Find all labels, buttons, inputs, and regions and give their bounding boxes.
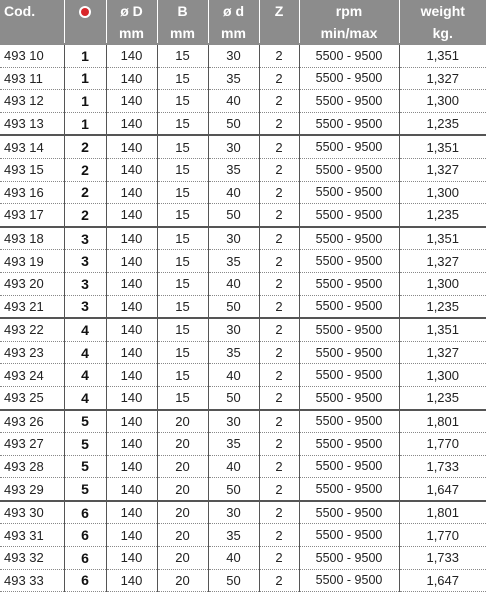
cell-group: 5 bbox=[64, 478, 106, 501]
cell-code: 493 15 bbox=[0, 158, 64, 181]
cell-z: 2 bbox=[259, 204, 299, 227]
cell-b: 15 bbox=[157, 135, 208, 158]
cell-outer-diameter: 140 bbox=[106, 341, 157, 364]
cell-bore-diameter: 35 bbox=[208, 433, 259, 456]
table-row bbox=[0, 295, 486, 318]
cell-group: 5 bbox=[64, 410, 106, 433]
cell-z: 2 bbox=[259, 501, 299, 524]
cell-code: 493 29 bbox=[0, 478, 64, 501]
header-weight: weight bbox=[399, 0, 486, 22]
header-bore-diameter: ø d bbox=[208, 0, 259, 22]
cell-z: 2 bbox=[259, 181, 299, 204]
cell-z: 2 bbox=[259, 112, 299, 135]
cell-outer-diameter: 140 bbox=[106, 410, 157, 433]
cell-z: 2 bbox=[259, 67, 299, 90]
header-row-units bbox=[0, 22, 486, 44]
cell-code: 493 20 bbox=[0, 272, 64, 295]
cell-outer-diameter: 140 bbox=[106, 318, 157, 341]
cell-rpm: 5500 - 9500 bbox=[299, 295, 399, 318]
cell-outer-diameter: 140 bbox=[106, 386, 157, 409]
cell-outer-diameter: 140 bbox=[106, 67, 157, 90]
cell-b: 15 bbox=[157, 250, 208, 273]
cell-z: 2 bbox=[259, 455, 299, 478]
cell-rpm: 5500 - 9500 bbox=[299, 501, 399, 524]
cell-weight: 1,235 bbox=[399, 295, 486, 318]
cell-group: 2 bbox=[64, 181, 106, 204]
table-row bbox=[0, 272, 486, 295]
table-row bbox=[0, 44, 486, 67]
cell-group: 1 bbox=[64, 112, 106, 135]
table-row bbox=[0, 455, 486, 478]
cell-code: 493 17 bbox=[0, 204, 64, 227]
table-row bbox=[0, 227, 486, 250]
cell-code: 493 21 bbox=[0, 295, 64, 318]
table-row bbox=[0, 158, 486, 181]
table-row bbox=[0, 524, 486, 547]
cell-rpm: 5500 - 9500 bbox=[299, 569, 399, 592]
table-row bbox=[0, 569, 486, 592]
cell-bore-diameter: 40 bbox=[208, 90, 259, 113]
cell-z: 2 bbox=[259, 478, 299, 501]
cell-group: 4 bbox=[64, 341, 106, 364]
cell-code: 493 26 bbox=[0, 410, 64, 433]
table-row bbox=[0, 547, 486, 570]
cell-outer-diameter: 140 bbox=[106, 455, 157, 478]
cell-group: 6 bbox=[64, 569, 106, 592]
table-row bbox=[0, 67, 486, 90]
table-row bbox=[0, 386, 486, 409]
cell-rpm: 5500 - 9500 bbox=[299, 478, 399, 501]
cell-group: 6 bbox=[64, 547, 106, 570]
table-row bbox=[0, 250, 486, 273]
cell-group: 1 bbox=[64, 67, 106, 90]
header-z: Z bbox=[259, 0, 299, 22]
cell-z: 2 bbox=[259, 295, 299, 318]
header-bore-diameter-unit: mm bbox=[208, 22, 259, 44]
cell-group: 4 bbox=[64, 318, 106, 341]
cell-outer-diameter: 140 bbox=[106, 135, 157, 158]
cell-rpm: 5500 - 9500 bbox=[299, 341, 399, 364]
cell-z: 2 bbox=[259, 90, 299, 113]
table-row bbox=[0, 364, 486, 387]
cell-weight: 1,770 bbox=[399, 524, 486, 547]
cell-code: 493 12 bbox=[0, 90, 64, 113]
cell-code: 493 31 bbox=[0, 524, 64, 547]
cell-bore-diameter: 50 bbox=[208, 478, 259, 501]
cell-b: 15 bbox=[157, 341, 208, 364]
cell-rpm: 5500 - 9500 bbox=[299, 524, 399, 547]
cell-weight: 1,801 bbox=[399, 410, 486, 433]
cell-bore-diameter: 35 bbox=[208, 341, 259, 364]
cell-outer-diameter: 140 bbox=[106, 90, 157, 113]
cell-bore-diameter: 40 bbox=[208, 181, 259, 204]
cell-weight: 1,235 bbox=[399, 204, 486, 227]
cell-bore-diameter: 35 bbox=[208, 67, 259, 90]
cell-rpm: 5500 - 9500 bbox=[299, 547, 399, 570]
cell-weight: 1,300 bbox=[399, 90, 486, 113]
cell-b: 15 bbox=[157, 67, 208, 90]
cell-bore-diameter: 30 bbox=[208, 227, 259, 250]
cell-bore-diameter: 35 bbox=[208, 158, 259, 181]
cell-rpm: 5500 - 9500 bbox=[299, 455, 399, 478]
cell-group: 3 bbox=[64, 250, 106, 273]
cell-outer-diameter: 140 bbox=[106, 112, 157, 135]
cell-code: 493 32 bbox=[0, 547, 64, 570]
cell-code: 493 30 bbox=[0, 501, 64, 524]
cell-weight: 1,733 bbox=[399, 455, 486, 478]
cell-rpm: 5500 - 9500 bbox=[299, 433, 399, 456]
cell-z: 2 bbox=[259, 135, 299, 158]
cell-b: 15 bbox=[157, 204, 208, 227]
cell-group: 3 bbox=[64, 272, 106, 295]
cell-rpm: 5500 - 9500 bbox=[299, 204, 399, 227]
cell-weight: 1,351 bbox=[399, 318, 486, 341]
cell-group: 5 bbox=[64, 433, 106, 456]
cell-code: 493 18 bbox=[0, 227, 64, 250]
cell-weight: 1,235 bbox=[399, 112, 486, 135]
cell-rpm: 5500 - 9500 bbox=[299, 112, 399, 135]
cell-outer-diameter: 140 bbox=[106, 227, 157, 250]
header-code: Cod. bbox=[0, 0, 64, 22]
cell-b: 15 bbox=[157, 272, 208, 295]
cell-group: 1 bbox=[64, 44, 106, 67]
cell-group: 3 bbox=[64, 295, 106, 318]
cell-rpm: 5500 - 9500 bbox=[299, 227, 399, 250]
header-code-unit bbox=[0, 22, 64, 44]
cell-rpm: 5500 - 9500 bbox=[299, 67, 399, 90]
cell-bore-diameter: 40 bbox=[208, 455, 259, 478]
cell-rpm: 5500 - 9500 bbox=[299, 158, 399, 181]
cell-group: 1 bbox=[64, 90, 106, 113]
cell-z: 2 bbox=[259, 386, 299, 409]
cell-b: 15 bbox=[157, 44, 208, 67]
cell-bore-diameter: 30 bbox=[208, 135, 259, 158]
cell-z: 2 bbox=[259, 547, 299, 570]
cell-weight: 1,300 bbox=[399, 364, 486, 387]
cell-rpm: 5500 - 9500 bbox=[299, 272, 399, 295]
table-row bbox=[0, 433, 486, 456]
cell-weight: 1,647 bbox=[399, 478, 486, 501]
cell-bore-diameter: 50 bbox=[208, 295, 259, 318]
header-outer-diameter-unit: mm bbox=[106, 22, 157, 44]
table-body bbox=[0, 44, 486, 592]
table-header bbox=[0, 0, 486, 44]
cell-outer-diameter: 140 bbox=[106, 433, 157, 456]
cell-weight: 1,300 bbox=[399, 272, 486, 295]
cell-bore-diameter: 40 bbox=[208, 364, 259, 387]
table-row bbox=[0, 135, 486, 158]
cell-z: 2 bbox=[259, 341, 299, 364]
cell-b: 20 bbox=[157, 524, 208, 547]
cell-rpm: 5500 - 9500 bbox=[299, 318, 399, 341]
table-row bbox=[0, 90, 486, 113]
cell-code: 493 24 bbox=[0, 364, 64, 387]
cell-weight: 1,327 bbox=[399, 158, 486, 181]
cell-bore-diameter: 30 bbox=[208, 501, 259, 524]
red-dot-icon bbox=[79, 6, 91, 18]
cell-rpm: 5500 - 9500 bbox=[299, 250, 399, 273]
cell-bore-diameter: 30 bbox=[208, 410, 259, 433]
cell-weight: 1,770 bbox=[399, 433, 486, 456]
table-row bbox=[0, 318, 486, 341]
cell-z: 2 bbox=[259, 227, 299, 250]
cell-outer-diameter: 140 bbox=[106, 158, 157, 181]
cell-group: 5 bbox=[64, 455, 106, 478]
cell-bore-diameter: 30 bbox=[208, 318, 259, 341]
cell-weight: 1,327 bbox=[399, 250, 486, 273]
cell-group: 2 bbox=[64, 158, 106, 181]
table-row bbox=[0, 410, 486, 433]
cell-b: 15 bbox=[157, 158, 208, 181]
cell-code: 493 16 bbox=[0, 181, 64, 204]
cell-outer-diameter: 140 bbox=[106, 272, 157, 295]
cell-b: 15 bbox=[157, 318, 208, 341]
header-rpm: rpm bbox=[299, 0, 399, 22]
cell-code: 493 25 bbox=[0, 386, 64, 409]
cell-code: 493 22 bbox=[0, 318, 64, 341]
cell-bore-diameter: 50 bbox=[208, 204, 259, 227]
cell-code: 493 28 bbox=[0, 455, 64, 478]
cell-outer-diameter: 140 bbox=[106, 478, 157, 501]
cell-outer-diameter: 140 bbox=[106, 364, 157, 387]
table-row bbox=[0, 204, 486, 227]
cell-outer-diameter: 140 bbox=[106, 250, 157, 273]
cell-bore-diameter: 35 bbox=[208, 250, 259, 273]
cell-weight: 1,235 bbox=[399, 386, 486, 409]
cell-code: 493 11 bbox=[0, 67, 64, 90]
cell-bore-diameter: 50 bbox=[208, 112, 259, 135]
table-row bbox=[0, 478, 486, 501]
cell-outer-diameter: 140 bbox=[106, 524, 157, 547]
cell-b: 20 bbox=[157, 433, 208, 456]
cell-b: 20 bbox=[157, 501, 208, 524]
header-marker-unit bbox=[64, 22, 106, 44]
cell-weight: 1,300 bbox=[399, 181, 486, 204]
cell-code: 493 10 bbox=[0, 44, 64, 67]
cell-group: 4 bbox=[64, 386, 106, 409]
cell-rpm: 5500 - 9500 bbox=[299, 386, 399, 409]
cell-outer-diameter: 140 bbox=[106, 44, 157, 67]
header-outer-diameter: ø D bbox=[106, 0, 157, 22]
cell-outer-diameter: 140 bbox=[106, 204, 157, 227]
cell-z: 2 bbox=[259, 250, 299, 273]
cell-outer-diameter: 140 bbox=[106, 547, 157, 570]
header-marker bbox=[64, 0, 106, 22]
cell-b: 20 bbox=[157, 455, 208, 478]
cell-code: 493 33 bbox=[0, 569, 64, 592]
cell-rpm: 5500 - 9500 bbox=[299, 90, 399, 113]
cell-rpm: 5500 - 9500 bbox=[299, 44, 399, 67]
cell-b: 20 bbox=[157, 569, 208, 592]
table-row bbox=[0, 181, 486, 204]
header-b-unit: mm bbox=[157, 22, 208, 44]
cell-z: 2 bbox=[259, 364, 299, 387]
cell-b: 15 bbox=[157, 181, 208, 204]
cell-group: 6 bbox=[64, 524, 106, 547]
cell-weight: 1,351 bbox=[399, 135, 486, 158]
cell-b: 15 bbox=[157, 112, 208, 135]
cell-b: 15 bbox=[157, 227, 208, 250]
cell-b: 15 bbox=[157, 295, 208, 318]
cell-bore-diameter: 50 bbox=[208, 386, 259, 409]
cell-group: 3 bbox=[64, 227, 106, 250]
cell-z: 2 bbox=[259, 524, 299, 547]
cell-b: 15 bbox=[157, 386, 208, 409]
cell-weight: 1,801 bbox=[399, 501, 486, 524]
cell-code: 493 14 bbox=[0, 135, 64, 158]
header-z-unit bbox=[259, 22, 299, 44]
header-rpm-unit: min/max bbox=[299, 22, 399, 44]
cell-weight: 1,351 bbox=[399, 227, 486, 250]
cell-outer-diameter: 140 bbox=[106, 295, 157, 318]
cell-z: 2 bbox=[259, 272, 299, 295]
cell-group: 2 bbox=[64, 204, 106, 227]
cell-rpm: 5500 - 9500 bbox=[299, 410, 399, 433]
cell-b: 20 bbox=[157, 478, 208, 501]
cell-bore-diameter: 30 bbox=[208, 44, 259, 67]
cell-z: 2 bbox=[259, 158, 299, 181]
cell-code: 493 23 bbox=[0, 341, 64, 364]
cell-b: 20 bbox=[157, 410, 208, 433]
cell-group: 4 bbox=[64, 364, 106, 387]
cell-z: 2 bbox=[259, 410, 299, 433]
cell-weight: 1,733 bbox=[399, 547, 486, 570]
cell-bore-diameter: 50 bbox=[208, 569, 259, 592]
cell-bore-diameter: 35 bbox=[208, 524, 259, 547]
table-row bbox=[0, 501, 486, 524]
cell-outer-diameter: 140 bbox=[106, 181, 157, 204]
table-row bbox=[0, 341, 486, 364]
cell-b: 15 bbox=[157, 90, 208, 113]
cell-outer-diameter: 140 bbox=[106, 501, 157, 524]
cell-weight: 1,351 bbox=[399, 44, 486, 67]
cell-z: 2 bbox=[259, 569, 299, 592]
cell-code: 493 19 bbox=[0, 250, 64, 273]
cell-weight: 1,327 bbox=[399, 341, 486, 364]
cell-z: 2 bbox=[259, 318, 299, 341]
header-weight-unit: kg. bbox=[399, 22, 486, 44]
cell-code: 493 27 bbox=[0, 433, 64, 456]
header-b: B bbox=[157, 0, 208, 22]
table-row bbox=[0, 112, 486, 135]
cell-z: 2 bbox=[259, 433, 299, 456]
cell-z: 2 bbox=[259, 44, 299, 67]
cell-bore-diameter: 40 bbox=[208, 547, 259, 570]
cell-rpm: 5500 - 9500 bbox=[299, 364, 399, 387]
cell-rpm: 5500 - 9500 bbox=[299, 135, 399, 158]
cell-group: 6 bbox=[64, 501, 106, 524]
header-row-labels bbox=[0, 0, 486, 22]
cell-outer-diameter: 140 bbox=[106, 569, 157, 592]
cell-weight: 1,327 bbox=[399, 67, 486, 90]
cell-b: 15 bbox=[157, 364, 208, 387]
cell-bore-diameter: 40 bbox=[208, 272, 259, 295]
cell-b: 20 bbox=[157, 547, 208, 570]
cell-rpm: 5500 - 9500 bbox=[299, 181, 399, 204]
cell-group: 2 bbox=[64, 135, 106, 158]
cell-code: 493 13 bbox=[0, 112, 64, 135]
cell-weight: 1,647 bbox=[399, 569, 486, 592]
